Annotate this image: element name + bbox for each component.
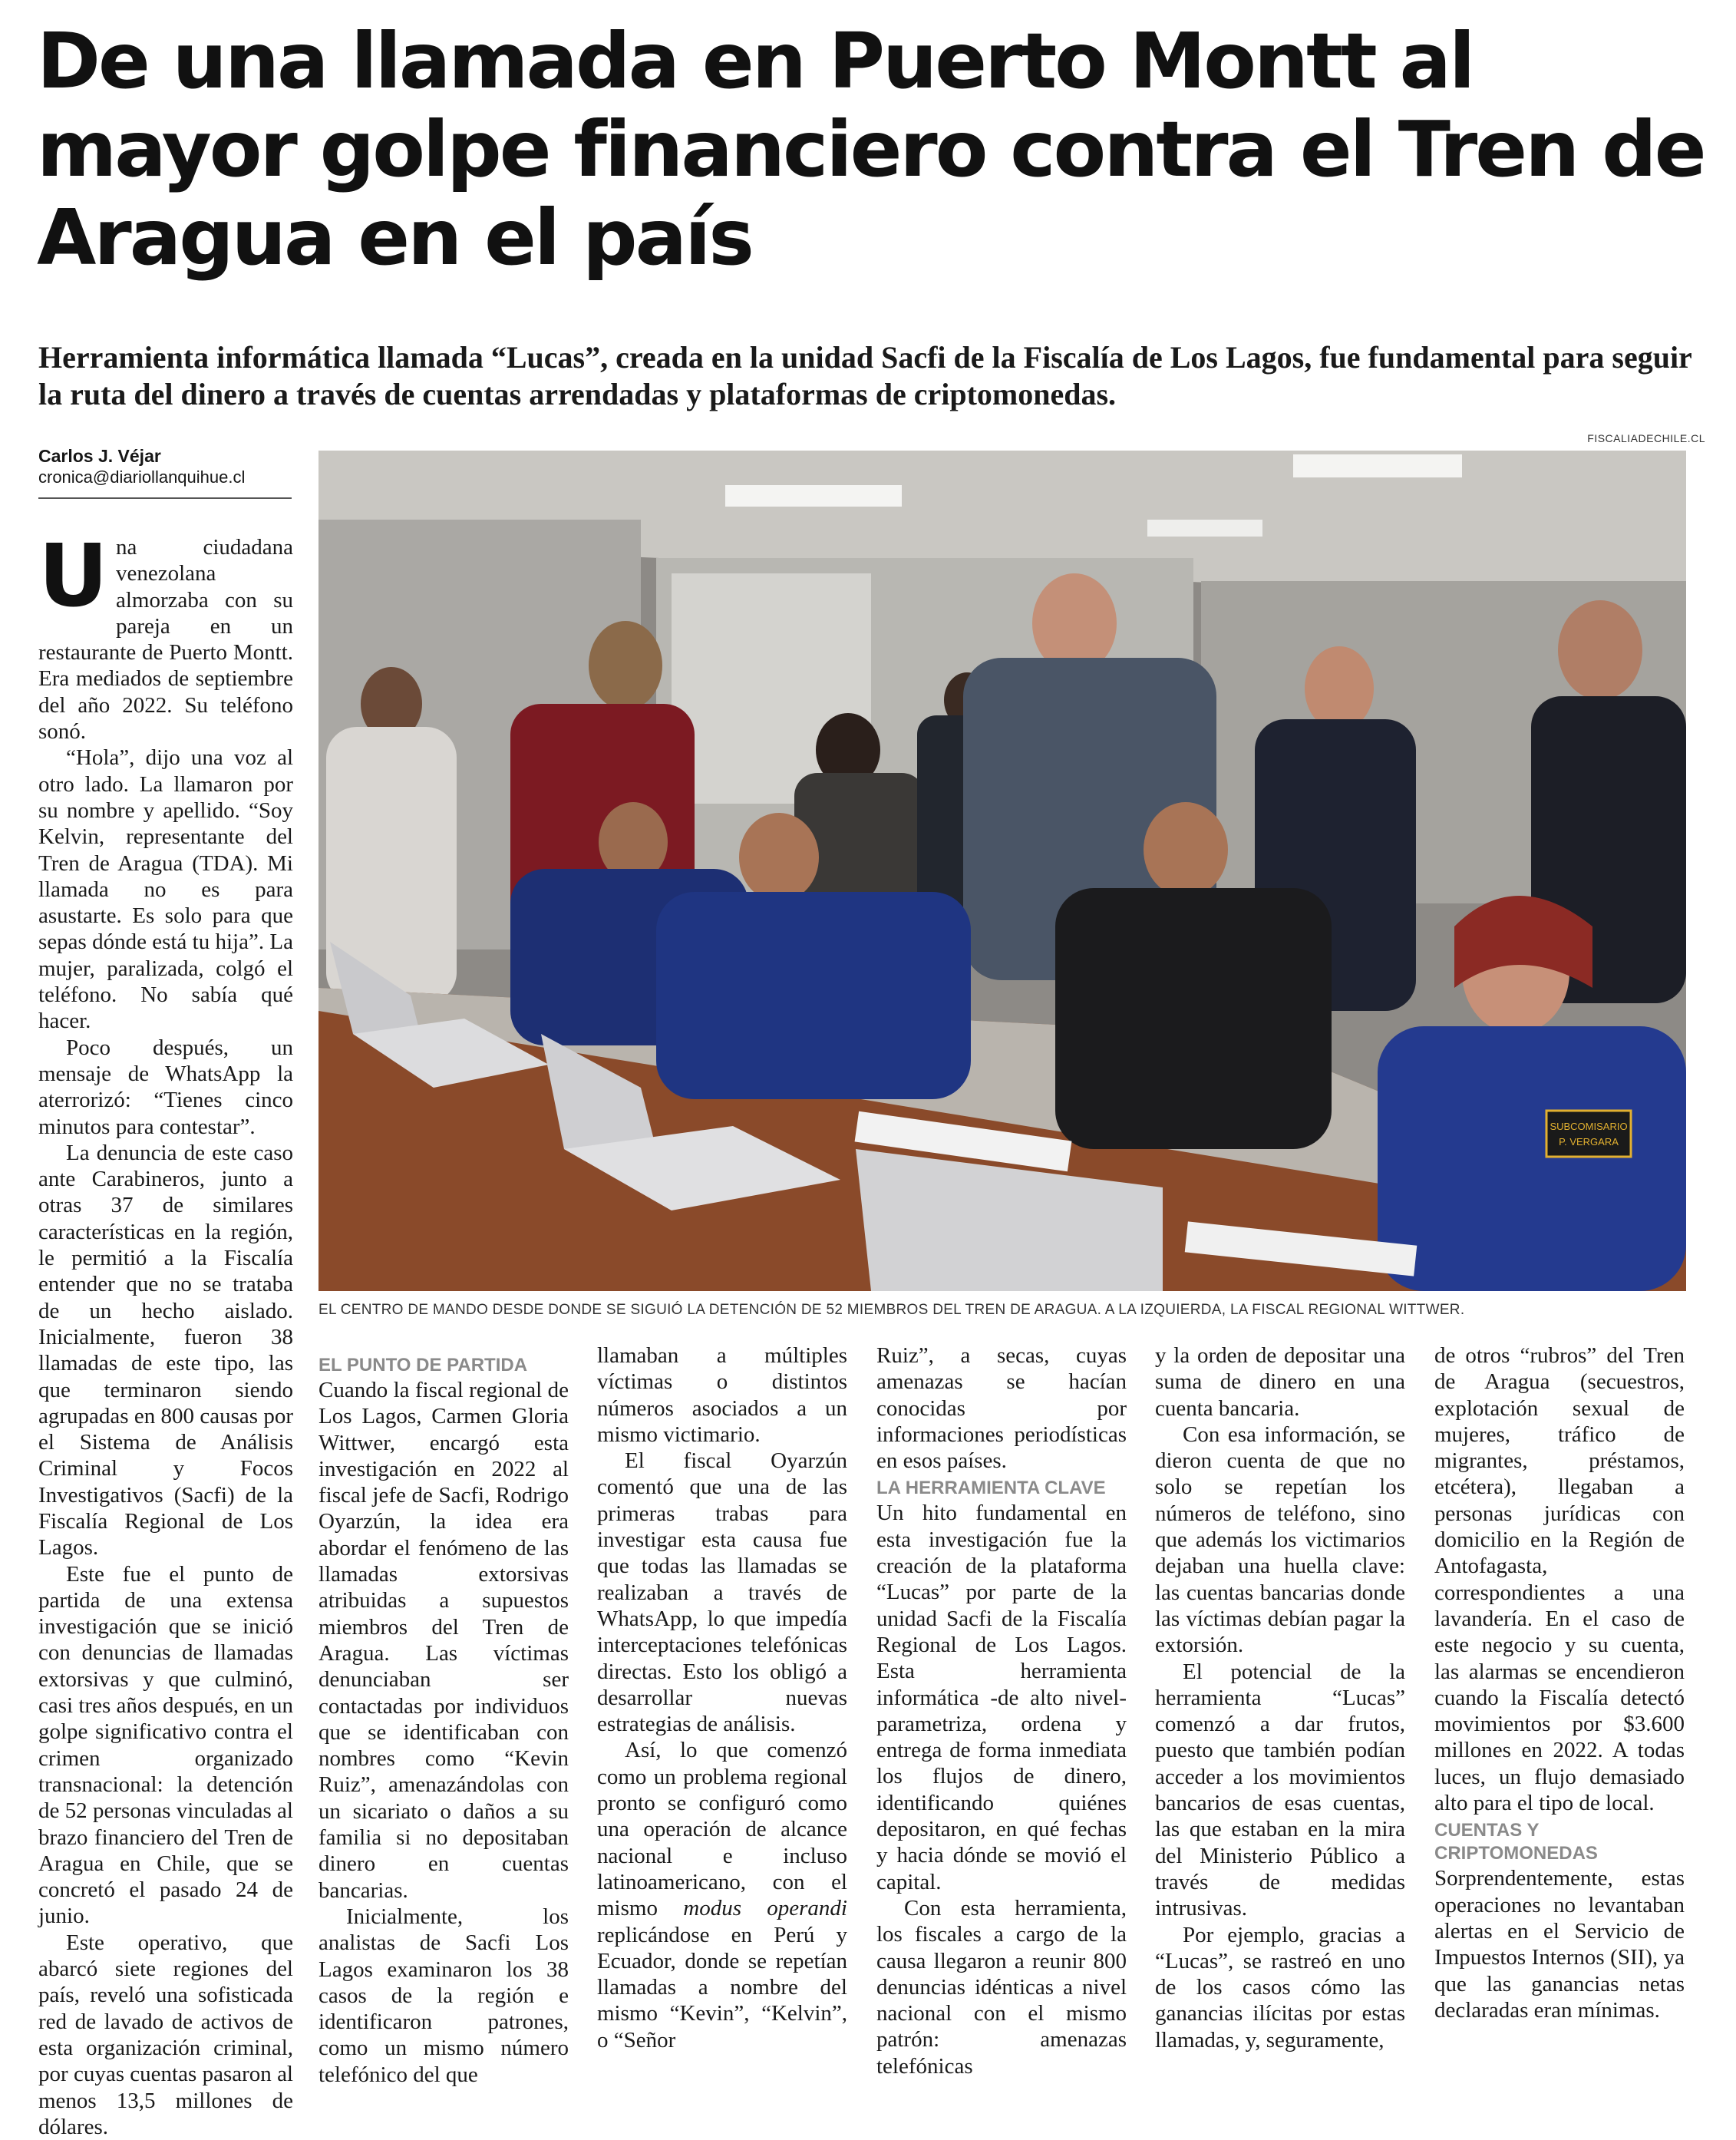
paragraph: Cuando la fiscal regional de Los Lagos, Carmen Gloria Wittwer, encargó esta investigación en 2022 al fiscal jefe de Sacfi, Rodrigo Oyarzún, la idea era abordar el fenómeno de las llamadas extorsivas atribuidas a supuestos miembros del Tren de Aragua. Las víctimas denunciaban ser contactadas por individuos que se identificaban con nombres como “Kevin Ruiz”, amenazándolas con un sicariato o daños a su familia si no depositaban dinero en cuentas bancarias. [318,1378,569,1903]
photo-caption: EL CENTRO DE MANDO DESDE DONDE SE SIGUIÓ LA DETENCIÓN DE 52 MIEMBROS DEL TREN DE ARAGUA. A LA IZQUIERDA, LA FISCAL REGIONAL WITTWER. [318,1302,1465,1318]
paragraph: Inicialmente, los analistas de Sacfi Los Lagos examinaron los 38 casos de la región e identificaron patrones, como un mismo número telefónico del que [318,1904,569,2087]
paragraph: La denuncia de este caso ante Carabineros, junto a otras 37 de similares características en la región, le permitió a la Fiscalía entender que no se trataba de un hecho aislado. Inicialmente, fueron 38 llamadas de este tipo, las que terminaron siendo agrupadas en 800 causas por el Sistema de Análisis Criminal y Focos Investigativos (Sacfi) de la Fiscalía Regional de Los Lagos. [38,1140,293,1560]
italic-term: modus operandi [683,1896,847,1921]
author-email: cronica@diariollanquihue.cl [38,467,246,487]
section-subheading: CUENTAS Y CRIPTOMONEDAS [1434,1820,1598,1864]
author-name: Carlos J. Véjar [38,446,161,466]
article-column-2 [318,1351,569,2088]
article-column-4 [876,1342,1127,2079]
svg-text:P. VERGARA: P. VERGARA [1559,1136,1619,1148]
text-run: Así, lo que comenzó como un problema regional pronto se configuró como una operación de alcance nacional e incluso latinoamericano, con el mismo [597,1738,847,1921]
paragraph: llamaban a múltiples víctimas o distintos números asociados a un mismo victimario. [597,1343,847,1447]
paragraph: Un hito fundamental en esta investigación fue la creación de la plataforma “Lucas” por parte de la unidad Sacfi de la Fiscalía Regional de Los Lagos. Esta herramienta informática -de alto nivel- parametriza, ordena y entrega de forma inmediata los flujos de dinero, identificando quiénes depositaron, en qué fechas y hacia dónde se movió el capital. [876,1501,1127,1894]
news-photo [318,451,1686,1291]
paragraph: Con esta herramienta, los fiscales a cargo de la causa llegaron a reunir 800 denuncias idénticas a nivel nacional con el mismo patrón: amenazas telefónicas [876,1895,1127,2079]
paragraph: Sorprendentemente, estas operaciones no levantaban alertas en el Servicio de Impuestos Internos (SII), ya que las ganancias netas declaradas eran mínimas. [1434,1866,1685,2023]
article-column-6 [1434,1342,1685,2023]
paragraph: “Hola”, dijo una voz al otro lado. La llamaron por su nombre y apellido. “Soy Kelvin, representante del Tren de Aragua (TDA). Mi llamada no es para asustarte. Es solo para que sepas dónde está tu hija”. La mujer, paralizada, colgó el teléfono. No sabía qué hacer. [38,745,293,1034]
article-column-3 [597,1342,847,2053]
paragraph: Ruiz”, a secas, cuyas amenazas se hacían conocidas por informaciones periodísticas en esos países. [876,1343,1127,1474]
svg-text:SUBCOMISARIO: SUBCOMISARIO [1550,1121,1628,1132]
paragraph: El potencial de la herramienta “Lucas” comenzó a dar frutos, puesto que también podían acceder a los movimientos bancarios de esas cuentas, las que estaban en la mira del Ministerio Público a través de medidas intrusivas. [1155,1659,1405,1921]
paragraph: El fiscal Oyarzún comentó que una de las primeras trabas para investigar esta causa fue que todas las llamadas se realizaban a través de WhatsApp, lo que impedía interceptaciones telefónicas directas. Esto los obligó a desarrollar nuevas estrategias de análisis. [597,1448,847,1737]
paragraph: na ciudadana venezolana almorzaba con su pareja en un restaurante de Puerto Montt. Era mediados de septiembre del año 2022. Su teléfono sonó. [38,535,293,745]
article-column-5 [1155,1342,1405,2053]
paragraph: Este fue el punto de partida de una extensa investigación que se inició con denuncias de llamadas extorsivas y que culminó, casi tres años después, en un golpe significativo contra el crimen organizado transnacional: la detención de 52 personas vinculadas al brazo financiero del Tren de Aragua en Chile, que se concretó el pasado 24 de junio. [38,1561,293,1929]
headline: De una llamada en Puerto Montt al mayor golpe financiero contra el Tren de Aragua en el país [37,16,1705,282]
paragraph: Poco después, un mensaje de WhatsApp la aterrorizó: “Tienes cinco minutos para contestar”. [38,1035,293,1139]
article-column-1 [38,527,293,2140]
section-subheading: EL PUNTO DE PARTIDA [318,1355,528,1375]
command-center-photo-illustration [318,451,1686,1291]
photo-credit: FISCALIADECHILE.CL [1587,432,1705,444]
paragraph: y la orden de depositar una suma de dinero en una cuenta bancaria. [1155,1343,1405,1421]
subheadline: Herramienta informática llamada “Lucas”, creada en la unidad Sacfi de la Fiscalía de Los Lagos, fue fundamental para seguir la ruta del dinero a través de cuentas arrendadas y plataformas de criptomonedas. [38,340,1692,411]
paragraph: Este operativo, que abarcó siete regiones del país, reveló una sofisticada red de lavado de activos de esta organización criminal, por cuyas cuentas pasaron al menos 13,5 millones de dólares. [38,1930,293,2139]
paragraph: Por ejemplo, gracias a “Lucas”, se rastreó en uno de los casos cómo las ganancias ilícitas por estas llamadas, y, seguramente, [1155,1922,1405,2052]
text-run: replicándose en Perú y Ecuador, donde se repetían llamadas a nombre del mismo “Kevin”, “Kelvin”, o “Señor [597,1922,847,2052]
paragraph [597,1737,847,2053]
byline [38,445,292,499]
paragraph: Con esa información, se dieron cuenta de que no solo se repetían los números de teléfono, sino que además los victimarios dejaban una huella clave: las cuentas bancarias donde las víctimas debían pagar la extorsión. [1155,1422,1405,1658]
section-subheading: LA HERRAMIENTA CLAVE [876,1478,1106,1499]
byline-divider [38,497,292,499]
drop-cap: U [38,527,108,626]
paragraph: de otros “rubros” del Tren de Aragua (secuestros, explotación sexual de mujeres, tráfico de migrantes, préstamos, etcétera), llegaban a personas jurídicas con domicilio en la Región de Antofagasta, correspondientes a una lavandería. En el caso de este negocio y su cuenta, las alarmas se encendieron cuando la Fiscalía detectó movimientos por $3.600 millones en 2022. A todas luces, un flujo demasiado alto para el tipo de local. [1434,1343,1685,1816]
